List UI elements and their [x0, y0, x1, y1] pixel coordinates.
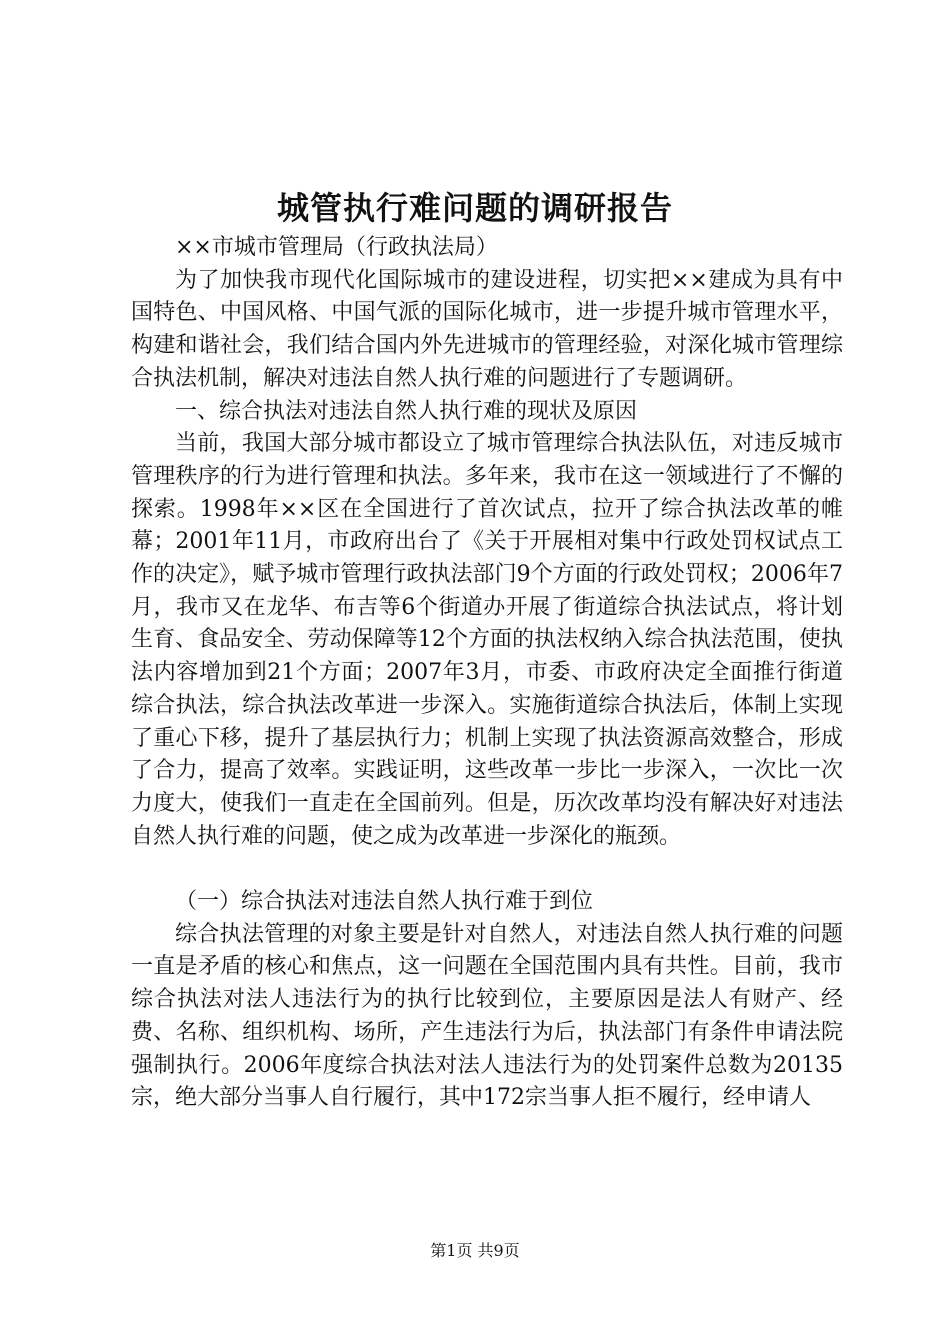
- page-number: 第1页 共9页: [430, 1241, 520, 1260]
- paragraph-intro: 为了加快我市现代化国际城市的建设进程，切实把××建成为具有中国特色、中国风格、中国气派的国际化城市，进一步提升城市管理水平，构建和谐社会，我们结合国内外先进城市的管理经验，对深化城市管理综合执法机制，解决对违法自然人执行难的问题进行了专题调研。: [131, 267, 843, 391]
- author-line: ××市城市管理局（行政执法局）: [175, 235, 498, 260]
- paragraph-current-status: 当前，我国大部分城市都设立了城市管理综合执法队伍，对违反城市管理秩序的行为进行管理和执法。多年来，我市在这一领域进行了不懈的探索。1998年××区在全国进行了首次试点，拉开了综合执法改革的帷幕；2001年11月，市政府出台了《关于开展相对集中行政处罚权试点工作的决定》，赋予城市管理行政执法部门9个方面的行政处罚权；2006年7月，我市又在龙华、布吉等6个街道办开展了街道综合执法试点，将计划生育、食品安全、劳动保障等12个方面的执法权纳入综合执法范围，使执法内容增加到21个方面；2007年3月，市委、市政府决定全面推行街道综合执法，综合执法改革进一步深入。实施街道综合执法后，体制上实现了重心下移，提升了基层执行力；机制上实现了执法资源高效整合，形成了合力，提高了效率。实践证明，这些改革一步比一步深入，一次比一次力度大，使我们一直走在全国前列。但是，历次改革均没有解决好对违法自然人执行难的问题，使之成为改革进一步深化的瓶颈。: [131, 431, 843, 849]
- document-body: [131, 232, 843, 1115]
- paragraph-natural-person: 综合执法管理的对象主要是针对自然人，对违法自然人执行难的问题一直是矛盾的核心和焦点，这一问题在全国范围内具有共性。目前，我市综合执法对法人违法行为的执行比较到位，主要原因是法人有财产、经费、名称、组织机构、场所，产生违法行为后，执法部门有条件申请法院强制执行。2006年度综合执法对法人违法行为的处罚案件总数为20135宗，绝大部分当事人自行履行，其中172宗当事人拒不履行，经申请人: [131, 921, 843, 1111]
- section-heading-1: 一、综合执法对违法自然人执行难的现状及原因: [175, 398, 638, 424]
- subsection-heading-1: （一）综合执法对违法自然人执行难于到位: [175, 889, 594, 915]
- document-title: 城管执行难问题的调研报告: [276, 189, 673, 227]
